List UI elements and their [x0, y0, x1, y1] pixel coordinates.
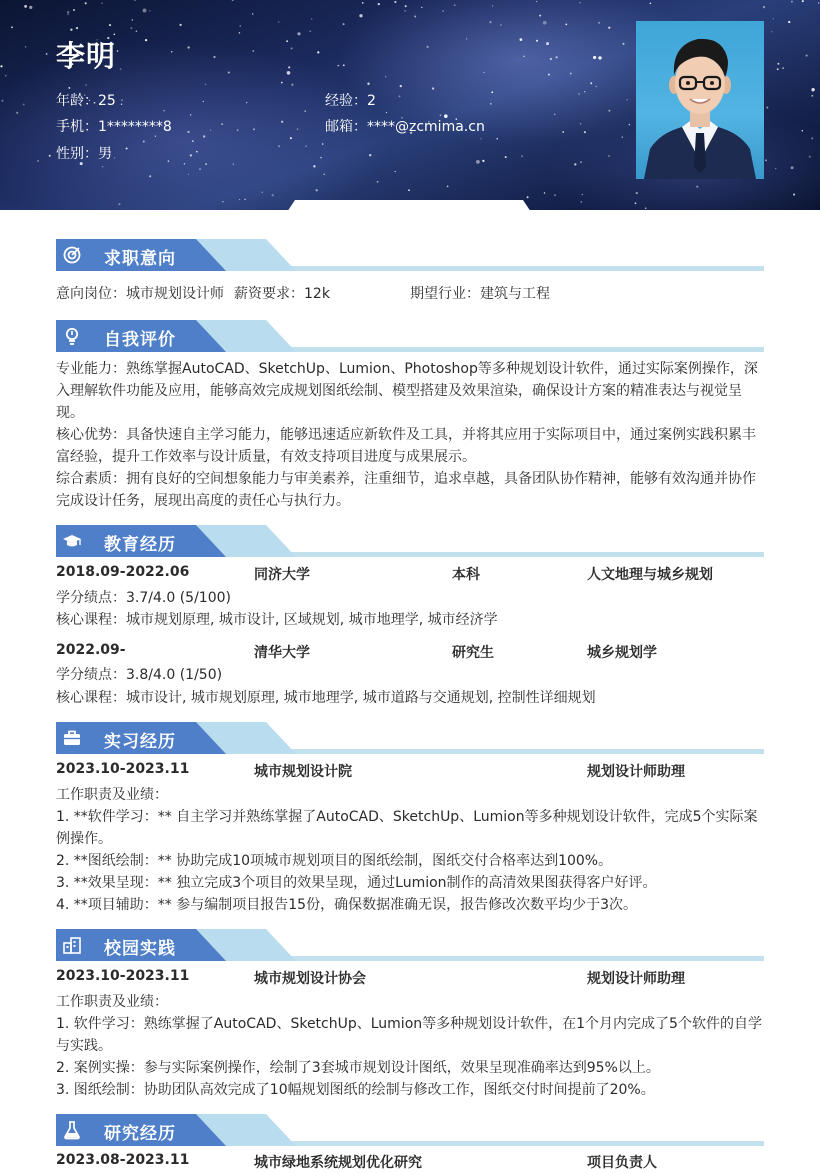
campus-line: 3. 图纸绘制：协助团队高效完成了10幅规划图纸的绘制与修改工作，图纸交付时间提前了20%。 — [56, 1082, 655, 1098]
star — [492, 5, 493, 6]
internship-period: 2023.10-2023.11 — [56, 761, 190, 777]
star — [120, 68, 122, 70]
star — [179, 24, 181, 26]
star — [136, 30, 138, 32]
star — [765, 159, 767, 161]
internship-org: 城市规划设计院 — [254, 764, 352, 780]
star — [343, 64, 345, 66]
star — [405, 5, 407, 7]
internship-line: 3. **效果呈现：** 独立完成3个项目的效果呈现，通过Lumion制作的高清效果图获得客户好评。 — [56, 875, 657, 891]
star — [773, 18, 774, 19]
star — [565, 24, 567, 26]
star — [68, 87, 70, 89]
internship-role: 规划设计师助理 — [587, 764, 685, 780]
star — [791, 166, 794, 169]
section-header-internship — [56, 722, 764, 754]
star — [554, 113, 556, 115]
star — [171, 51, 173, 53]
experience-info — [325, 90, 376, 110]
star — [523, 56, 524, 57]
star — [777, 63, 779, 65]
star — [578, 93, 580, 95]
star — [811, 137, 813, 139]
star — [775, 168, 776, 169]
star — [584, 91, 585, 92]
campus-row — [56, 968, 764, 990]
education-school: 清华大学 — [254, 645, 310, 661]
education-school: 同济大学 — [254, 567, 310, 583]
star — [580, 123, 582, 125]
star — [237, 129, 239, 131]
education-degree: 研究生 — [452, 645, 494, 661]
star — [788, 21, 790, 23]
star — [149, 10, 150, 11]
star — [811, 95, 813, 97]
star — [309, 30, 311, 32]
star — [809, 156, 811, 158]
star — [203, 101, 204, 102]
avatar — [636, 21, 764, 179]
star — [432, 87, 434, 89]
star — [385, 76, 386, 77]
star — [369, 154, 371, 156]
star — [272, 194, 274, 196]
star — [802, 130, 803, 131]
star — [244, 199, 245, 200]
star — [377, 181, 379, 183]
star — [73, 9, 75, 11]
star — [608, 155, 609, 156]
star — [313, 166, 315, 168]
star — [771, 31, 772, 32]
star — [598, 56, 601, 59]
star — [239, 25, 240, 26]
star — [228, 71, 230, 73]
star — [442, 10, 443, 11]
star — [320, 157, 322, 159]
star — [67, 11, 69, 13]
star — [414, 16, 416, 18]
star — [400, 85, 402, 87]
star — [297, 32, 300, 35]
star — [288, 66, 290, 68]
star — [777, 68, 779, 70]
section-title: 自我评价 — [104, 330, 176, 350]
star — [134, 0, 135, 1]
section-header-campus — [56, 929, 764, 961]
star — [101, 3, 102, 4]
building-icon — [62, 935, 82, 955]
graduation-cap-icon — [62, 531, 82, 551]
star — [636, 192, 638, 194]
star — [145, 39, 147, 41]
star — [362, 2, 364, 4]
star — [23, 103, 25, 105]
star — [213, 56, 215, 58]
star — [562, 131, 564, 133]
star — [343, 23, 345, 25]
star — [46, 53, 48, 55]
star — [394, 1, 396, 3]
gender-value: 男 — [98, 146, 112, 162]
self-paragraph-3: 综合素质：拥有良好的空间想象能力与审美素养，注重细节，追求卓越，具备团队协作精神，能够有效沟通并协作完成设计任务，展现出高度的责任心与执行力。 — [56, 471, 756, 509]
star — [489, 21, 491, 23]
education-courses: 核心课程：城市设计, 城市规划原理, 城市地理学, 城市道路与交通规划, 控制性详细规划 — [56, 690, 596, 706]
email-label: 邮箱： — [325, 119, 367, 135]
section-title: 求职意向 — [104, 249, 176, 269]
resume-header — [0, 0, 820, 210]
star — [520, 38, 523, 41]
section-title: 教育经历 — [104, 535, 176, 555]
star — [253, 128, 255, 130]
star — [622, 136, 623, 137]
star — [304, 110, 306, 112]
star — [548, 74, 550, 76]
star — [782, 67, 784, 69]
age-info — [56, 90, 116, 110]
education-degree: 本科 — [452, 567, 480, 583]
star — [281, 82, 283, 84]
star — [404, 10, 406, 12]
briefcase-icon — [62, 728, 82, 748]
campus-org: 城市规划设计协会 — [254, 971, 366, 987]
star — [29, 6, 32, 9]
section-header-intent — [56, 239, 764, 271]
star — [76, 27, 78, 29]
star — [359, 14, 362, 17]
star — [570, 72, 572, 74]
star — [239, 32, 241, 34]
star — [297, 128, 299, 130]
star — [505, 156, 507, 158]
star — [593, 56, 596, 59]
intent-position: 意向岗位：城市规划设计师 — [56, 286, 224, 302]
star — [190, 154, 192, 156]
star — [766, 106, 768, 108]
star — [16, 112, 18, 114]
campus-line: 1. 软件学习：熟练掌握了AutoCAD、SketchUp、Lumion等多种规划设计软件，在1个月内完成了5个软件的自学与实践。 — [56, 1016, 762, 1054]
phone-label: 手机： — [56, 119, 98, 135]
gender-info — [56, 143, 112, 163]
education-period: 2022.09- — [56, 642, 126, 658]
header-notch — [287, 200, 531, 212]
star — [205, 163, 207, 165]
star — [187, 46, 189, 48]
internship-line: 工作职责及业绩： — [56, 787, 168, 803]
star — [645, 207, 647, 209]
star — [70, 29, 72, 31]
education-period: 2018.09-2022.06 — [56, 564, 190, 580]
star — [0, 65, 2, 67]
star — [483, 72, 484, 73]
star — [536, 40, 538, 42]
star — [806, 55, 808, 57]
star — [210, 129, 211, 130]
star — [608, 27, 610, 29]
star — [521, 155, 523, 157]
star — [543, 21, 547, 25]
research-topic: 城市绿地系统规划优化研究 — [254, 1155, 422, 1171]
star — [490, 103, 492, 105]
star — [24, 5, 27, 8]
star — [426, 46, 428, 48]
star — [286, 40, 288, 42]
star — [278, 145, 280, 147]
star — [233, 163, 234, 164]
star — [791, 1, 793, 3]
star — [476, 160, 480, 164]
star — [556, 56, 558, 58]
star — [25, 46, 26, 47]
education-major: 城乡规划学 — [587, 645, 657, 661]
star — [130, 27, 132, 29]
star — [582, 194, 583, 195]
star — [5, 75, 7, 77]
star — [221, 123, 222, 124]
internship-row — [56, 761, 764, 783]
star — [527, 196, 529, 198]
star — [85, 84, 87, 86]
star — [203, 135, 205, 137]
star — [222, 201, 223, 202]
star — [818, 2, 819, 3]
star — [109, 24, 111, 26]
star — [500, 24, 502, 26]
star — [650, 2, 652, 4]
star — [584, 131, 586, 133]
campus-line: 2. 案例实操：参与实际案例操作，绘制了3套城市规划设计图纸，效果呈现准确率达到95%以上。 — [56, 1060, 660, 1076]
star — [491, 91, 493, 93]
star — [168, 160, 170, 162]
star — [596, 86, 598, 88]
star — [763, 6, 765, 8]
star — [546, 42, 549, 45]
education-row-2 — [56, 642, 764, 664]
star — [395, 171, 396, 172]
star — [85, 2, 87, 4]
star — [290, 137, 292, 139]
star — [544, 192, 545, 193]
star — [305, 145, 307, 147]
education-major: 人文地理与城乡规划 — [587, 567, 713, 583]
star — [291, 84, 293, 86]
star — [447, 186, 449, 188]
flask-icon — [62, 1120, 82, 1140]
section-header-research — [56, 1114, 764, 1146]
star — [291, 47, 293, 49]
education-row-1 — [56, 564, 764, 586]
section-title: 校园实践 — [104, 939, 176, 959]
star — [322, 143, 324, 145]
star — [539, 15, 541, 17]
self-paragraph-1: 专业能力：熟练掌握AutoCAD、SketchUp、Lumion、Photoshop等多种规划设计软件，通过实际案例操作，深入理解软件功能及应用，能够高效完成规划图纸绘制、模型搭建及效果渲染，确保设计方案的精准表达与视觉呈现。 — [56, 361, 758, 421]
star — [239, 199, 240, 200]
age-label: 年龄： — [56, 93, 98, 109]
star — [337, 65, 339, 67]
research-row — [56, 1152, 764, 1174]
section-title: 实习经历 — [104, 732, 176, 752]
star — [629, 124, 631, 126]
star — [205, 84, 207, 86]
star — [323, 173, 325, 175]
star — [252, 13, 254, 15]
campus-role: 规划设计师助理 — [587, 971, 685, 987]
star — [187, 131, 189, 133]
star — [196, 151, 198, 153]
star — [378, 3, 380, 5]
star — [579, 2, 580, 3]
star — [163, 110, 164, 111]
star — [367, 83, 369, 85]
star — [126, 148, 128, 150]
star — [574, 163, 576, 165]
education-gpa: 学分绩点：3.7/4.0 (5/100) — [56, 590, 231, 606]
star — [696, 186, 698, 188]
star — [496, 138, 498, 140]
star — [117, 50, 119, 52]
star — [802, 0, 804, 2]
star — [143, 9, 147, 13]
star — [67, 14, 69, 16]
star — [554, 194, 556, 196]
age-value: 25 — [98, 93, 116, 109]
email-info — [325, 116, 485, 136]
star — [246, 102, 247, 103]
star — [261, 192, 263, 194]
star — [190, 114, 191, 115]
campus-line: 工作职责及业绩： — [56, 994, 168, 1010]
portrait-illustration — [636, 21, 764, 179]
star — [811, 88, 814, 91]
star — [192, 140, 194, 142]
star — [102, 166, 104, 168]
intent-salary: 薪资要求：12k — [234, 286, 330, 302]
star — [184, 163, 185, 164]
star — [590, 82, 592, 84]
star — [149, 175, 151, 177]
education-gpa: 学分绩点：3.8/4.0 (1/50) — [56, 667, 223, 683]
experience-label: 经验： — [325, 93, 367, 109]
star — [482, 160, 484, 162]
research-role: 项目负责人 — [587, 1155, 657, 1171]
star — [121, 99, 123, 101]
star — [37, 160, 38, 161]
star — [399, 95, 401, 97]
star — [49, 155, 51, 157]
section-header-self — [56, 320, 764, 352]
section-header-education — [56, 525, 764, 557]
star — [421, 7, 422, 8]
star — [287, 71, 291, 75]
star — [480, 138, 481, 139]
star — [252, 50, 254, 52]
star — [121, 103, 122, 104]
star — [114, 157, 115, 158]
star — [278, 21, 279, 22]
star — [580, 161, 582, 163]
target-icon — [62, 245, 82, 265]
internship-line: 2. **图纸绘制：** 协助完成10项城市规划项目的图纸绘制，图纸交付合格率达到100%。 — [56, 853, 613, 869]
phone-value: 1********8 — [98, 119, 172, 135]
star — [132, 19, 134, 21]
star — [536, 1, 537, 2]
star — [466, 38, 467, 39]
star — [793, 194, 795, 196]
section-title: 研究经历 — [104, 1124, 176, 1144]
star — [143, 140, 145, 142]
star — [118, 203, 120, 205]
campus-period: 2023.10-2023.11 — [56, 968, 190, 984]
internship-line: 4. **项目辅助：** 参与编制项目报告15份，确保数据准确无误，报告修改次数平均少于3次。 — [56, 897, 637, 913]
star — [232, 0, 234, 1]
candidate-name: 李明 — [56, 39, 117, 73]
intent-industry: 期望行业：建筑与工程 — [410, 286, 550, 302]
star — [316, 189, 318, 191]
star — [454, 4, 456, 6]
lightbulb-icon — [62, 326, 82, 346]
star — [281, 121, 283, 123]
star — [626, 99, 627, 100]
phone-info — [56, 116, 172, 136]
gender-label: 性别： — [56, 146, 98, 162]
star — [598, 22, 600, 24]
star — [199, 168, 201, 170]
education-courses: 核心课程：城市规划原理, 城市设计, 区域规划, 城市地理学, 城市经济学 — [56, 612, 498, 628]
star — [2, 100, 4, 102]
experience-value: 2 — [367, 93, 376, 109]
star — [408, 189, 410, 191]
star — [550, 58, 552, 60]
star — [608, 110, 610, 112]
star — [317, 51, 319, 53]
star — [386, 112, 387, 113]
star — [581, 201, 583, 203]
star — [311, 18, 312, 19]
star — [622, 43, 624, 45]
research-period: 2023.08-2023.11 — [56, 1152, 190, 1168]
star — [635, 202, 637, 204]
star — [11, 26, 13, 28]
star — [188, 174, 189, 175]
self-paragraph-2: 核心优势：具备快速自主学习能力，能够迅速适应新软件及工具，并将其应用于实际项目中，通过案例实践积累丰富经验，提升工作效率与设计质量，有效支持项目进度与成果展示。 — [56, 427, 756, 465]
internship-line: 1. **软件学习：** 自主学习并熟练掌握了AutoCAD、SketchUp、Lumion等多种规划设计软件，完成5个实际案例操作。 — [56, 809, 758, 847]
email-value: ****@zcmima.cn — [367, 119, 485, 135]
